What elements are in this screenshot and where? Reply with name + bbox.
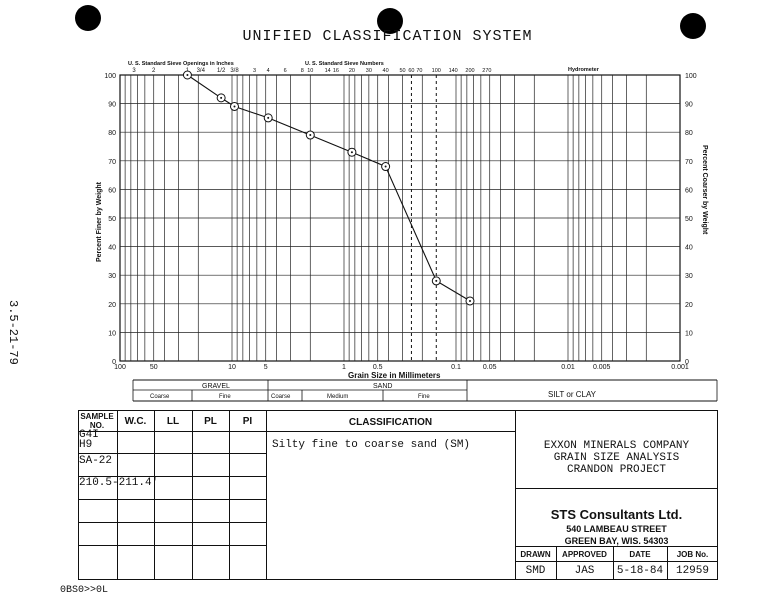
- y-axis-label-right: Percent Coarser by Weight: [701, 145, 708, 235]
- y-tick-label-left: 40: [108, 244, 116, 252]
- soil-gravel-fine: Fine: [219, 394, 231, 400]
- y-tick-label-right: 40: [685, 244, 693, 252]
- tb-value-approved: JAS: [574, 565, 595, 577]
- sieve-number-tick: 100: [431, 68, 441, 74]
- top-label-hydrometer: Hydrometer: [568, 67, 599, 73]
- sieve-inch-tick: 3/8: [230, 68, 239, 74]
- consultant-city: GREEN BAY, WIS. 54303: [564, 536, 669, 546]
- soil-sand-medium: Medium: [327, 394, 349, 400]
- col-rule-3: [192, 410, 193, 580]
- x-tick-label: 100: [114, 364, 126, 371]
- side-note: 3.5-21-79: [6, 300, 20, 365]
- classification-value: Silty fine to coarse sand (SM): [272, 439, 471, 451]
- y-tick-label-left: 80: [108, 130, 116, 138]
- data-point-center: [186, 74, 188, 76]
- row-rule-1: [78, 453, 266, 454]
- tb-value-drawn: SMD: [525, 565, 546, 577]
- tb-header-drawn: DRAWN: [520, 550, 551, 559]
- x-tick-label: 1: [342, 364, 346, 371]
- x-tick-label: 5: [263, 364, 268, 371]
- col-rule-5: [266, 410, 267, 580]
- y-tick-label-left: 30: [108, 273, 116, 281]
- series-line: [187, 75, 470, 301]
- sample-line-4: 210.5-211.4': [79, 477, 159, 489]
- sieve-number-tick: 10: [307, 68, 314, 74]
- soil-class-bar: [133, 380, 717, 401]
- titleblock-rule-1: [515, 546, 718, 547]
- consultant-name: STS Consultants Ltd.: [550, 507, 683, 522]
- project-line-2: GRAIN SIZE ANALYSIS: [553, 452, 680, 464]
- project-line-3: CRANDON PROJECT: [566, 464, 667, 476]
- y-tick-label-right: 90: [685, 101, 693, 109]
- data-point-center: [385, 166, 387, 168]
- header-pl: PL: [204, 416, 217, 427]
- data-point-center: [435, 280, 437, 282]
- tb-header-approved: APPROVED: [562, 550, 607, 559]
- header-ll: LL: [166, 416, 180, 427]
- sieve-number-tick: 4: [266, 68, 270, 74]
- data-point-center: [220, 97, 222, 99]
- sieve-number-tick: 20: [348, 68, 355, 74]
- page-title: UNIFIED CLASSIFICATION SYSTEM: [242, 28, 533, 45]
- x-tick-label: 0.005: [592, 364, 611, 371]
- x-tick-label: 0.05: [482, 364, 497, 371]
- consultant-street: 540 LAMBEAU STREET: [566, 524, 667, 534]
- y-tick-label-left: 90: [108, 101, 116, 109]
- sieve-inch-tick: 3/4: [196, 68, 205, 74]
- y-tick-label-right: 70: [685, 158, 693, 166]
- y-tick-label-right: 0: [685, 359, 689, 366]
- col-rule-4: [229, 410, 230, 580]
- soil-sand-coarse: Coarse: [271, 394, 291, 400]
- y-tick-label-left: 20: [108, 301, 116, 309]
- sieve-number-tick: 140: [448, 68, 458, 74]
- tick-labels: [104, 68, 696, 371]
- top-label-sieve-inches: U. S. Standard Sieve Openings in Inches: [128, 61, 234, 67]
- y-tick-label-left: 60: [108, 187, 116, 195]
- project-line-1: EXXON MINERALS COMPANY: [543, 440, 690, 452]
- sieve-inch-tick: 3: [132, 68, 136, 74]
- consultant-rule-top: [515, 488, 718, 489]
- soil-sand-fine: Fine: [418, 394, 430, 400]
- y-tick-label-left: 70: [108, 158, 116, 166]
- sieve-inch-tick: 2: [152, 68, 156, 74]
- data-point-center: [267, 117, 269, 119]
- sieve-number-tick: 30: [365, 68, 372, 74]
- soil-gravel: GRAVEL: [202, 383, 230, 390]
- x-tick-label: 10: [228, 364, 236, 371]
- table-header-rule: [78, 431, 515, 432]
- sieve-number-tick: 60: [408, 68, 415, 74]
- data-point-center: [351, 151, 353, 153]
- sieve-inch-tick: 1/2: [216, 68, 226, 74]
- sieve-number-tick: 270: [482, 68, 492, 74]
- header-pi: PI: [242, 416, 253, 427]
- y-tick-label-right: 60: [685, 187, 693, 195]
- tb-header-job: JOB No.: [676, 550, 709, 559]
- y-tick-label-right: 20: [685, 301, 693, 309]
- row-rule-3: [78, 499, 266, 500]
- x-tick-label: 0.5: [372, 364, 383, 371]
- sample-line-2: H9: [79, 439, 93, 451]
- top-label-sieve-numbers: U. S. Standard Sieve Numbers: [305, 61, 384, 67]
- grid: [120, 75, 680, 361]
- sieve-number-tick: 14: [324, 68, 331, 74]
- y-tick-label-left: 0: [112, 359, 116, 366]
- y-tick-label-right: 100: [685, 73, 697, 80]
- row-rule-4: [78, 522, 266, 523]
- footer-code: 0BS0>>0L: [60, 585, 109, 596]
- sieve-number-tick: 6: [283, 68, 287, 74]
- sieve-number-tick: 16: [332, 68, 340, 74]
- x-tick-label: 50: [149, 364, 158, 371]
- tb-value-date: 5-18-84: [616, 565, 664, 577]
- sieve-number-tick: 70: [416, 68, 423, 74]
- sieve-number-tick: 200: [465, 68, 475, 74]
- y-tick-label-right: 30: [685, 273, 693, 281]
- data-point-center: [309, 134, 311, 136]
- y-axis-label-left: Percent Finer by Weight: [96, 182, 103, 262]
- data-point-center: [233, 105, 235, 107]
- titleblock-rule-2: [515, 561, 718, 562]
- y-tick-label-right: 80: [685, 130, 693, 138]
- y-tick-label-right: 50: [685, 216, 693, 223]
- row-rule-5: [78, 545, 266, 546]
- header-sample: SAMPLE NO.: [80, 412, 114, 430]
- sieve-number-tick: 3: [252, 68, 257, 74]
- header-classification: CLASSIFICATION: [348, 417, 433, 428]
- soil-gravel-coarse: Coarse: [150, 394, 170, 400]
- tb-header-date: DATE: [629, 550, 651, 559]
- x-axis-label: Grain Size in Millimeters: [348, 371, 441, 380]
- x-tick-label: 0.1: [451, 364, 461, 371]
- sieve-number-tick: 8: [300, 68, 304, 74]
- y-tick-label-left: 100: [104, 73, 116, 80]
- header-wc: W.C.: [124, 416, 147, 427]
- tb-value-job: 12959: [675, 565, 709, 577]
- col-rule-1: [117, 410, 118, 580]
- col-rule-2: [154, 410, 155, 580]
- soil-silt-clay: SILT or CLAY: [548, 390, 597, 399]
- data-series: [183, 71, 474, 305]
- sieve-number-tick: 50: [399, 68, 406, 74]
- y-tick-label-left: 10: [108, 330, 116, 338]
- y-tick-label-right: 10: [685, 330, 693, 338]
- x-tick-label: 0.001: [671, 364, 689, 371]
- sieve-number-tick: 40: [382, 68, 389, 74]
- x-tick-label: 0.01: [561, 364, 575, 371]
- sample-line-3: SA-22: [79, 455, 113, 467]
- y-tick-label-left: 50: [108, 216, 116, 223]
- data-point-center: [469, 300, 471, 302]
- soil-sand: SAND: [373, 383, 393, 390]
- sample-line-1: G4I: [79, 429, 99, 441]
